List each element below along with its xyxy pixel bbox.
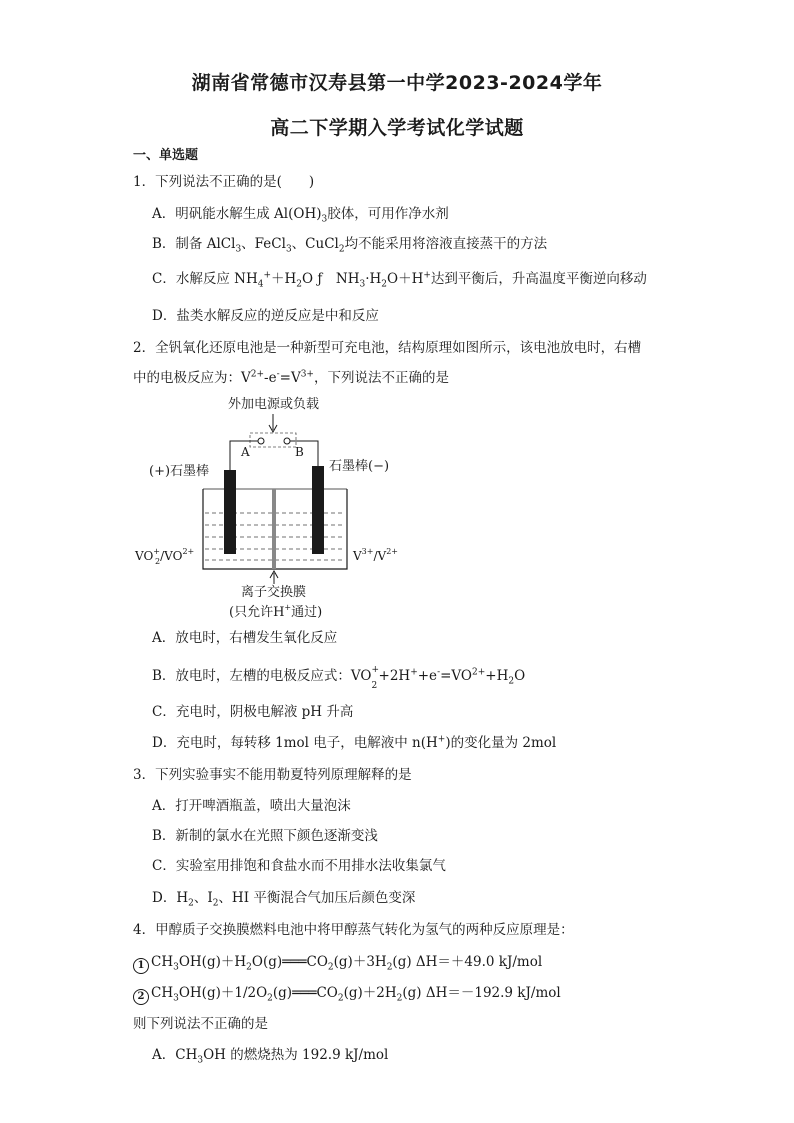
- ion-exchange-membrane: [272, 489, 276, 569]
- question-2-option-b: B．放电时，左槽的电极反应式：VO + 2 $+2H^++e^-=VO^{2+}+H_2O$: [152, 665, 526, 691]
- question-3-stem: 3．下列实验事实不能用勒夏特列原理解释的是: [133, 767, 412, 783]
- reaction-number-1: 1: [133, 958, 149, 974]
- question-4-option-a: A．$CH_3OH$ 的燃烧热为 192.9 kJ/mol: [152, 1047, 389, 1066]
- question-1-option-c: C．水解反应 $NH_4^++H_2O$ ƒ $NH_3\cdot H_2O+H^+$达到平衡后，升高温度平衡逆向移动: [152, 270, 647, 290]
- question-1-option-a: A．明矾能水解生成 $Al(OH)_3$胶体，可用作净水剂: [152, 206, 449, 225]
- right-solution-label: $V^{3+}/V^{2+}$: [353, 547, 398, 563]
- right-electrode-label: 石墨棒(−): [329, 459, 390, 474]
- figure-top-label: 外加电源或负载: [228, 397, 320, 412]
- section-heading: 一、单选题: [133, 148, 199, 163]
- question-3-option-b: B．新制的氯水在光照下颜色逐渐变浅: [152, 828, 378, 844]
- question-2-option-d: D．充电时，每转移 1mol 电子，电解液中 n(H+)的变化量为 2mol: [152, 734, 557, 751]
- question-3-option-c: C．实验室用排饱和食盐水而不用排水法收集氯气: [152, 858, 446, 874]
- switch-terminal-b: [284, 438, 290, 444]
- left-electrode: [224, 470, 236, 554]
- question-1-option-b: B．制备 AlCl$_3$、FeCl$_3$、CuCl$_2$均不能采用将溶液直接蒸干的方法: [152, 236, 548, 255]
- question-3-option-d: D．$H_2$、$I_2$、HI 平衡混合气加压后颜色变深: [152, 890, 416, 909]
- right-electrode: [312, 466, 324, 554]
- document-title-line1: 湖南省常德市汉寿县第一中学2023-2024学年: [191, 72, 603, 94]
- question-2-option-c: C．充电时，阴极电解液 pH 升高: [152, 704, 354, 720]
- membrane-label: 离子交换膜: [241, 585, 307, 600]
- question-2-stem-line2: 中的电极反应为：$V^{2+}-e^-=V^{3+}$，下列说法不正确的是: [133, 369, 449, 386]
- question-4-reaction-2: 2 $CH_3OH(g)+1/2O_2(g)═══CO_2(g)+2H_2(g)$ ΔH＝－192.9 kJ/mol: [133, 984, 561, 1005]
- question-4-reaction-1: 1 $CH_3OH(g)+H_2O(g)═══CO_2(g)+3H_2(g)$ ΔH＝＋49.0 kJ/mol: [133, 953, 542, 974]
- left-solution-label: VO+ $2/VO^{2+}$: [135, 547, 195, 566]
- switch-label-a: A: [241, 445, 250, 459]
- switch-label-b: B: [295, 445, 304, 459]
- membrane-note: (只允许H+通过): [229, 603, 323, 620]
- question-2-option-a: A．放电时，右槽发生氧化反应: [152, 630, 338, 646]
- question-4-follow-up: 则下列说法不正确的是: [133, 1016, 268, 1032]
- question-2-stem-line1: 2．全钒氧化还原电池是一种新型可充电池，结构原理如图所示，该电池放电时，右槽: [133, 340, 642, 356]
- vanadium-battery-diagram: [133, 392, 398, 624]
- question-1-stem: 1．下列说法不正确的是( ): [133, 174, 315, 190]
- reaction-number-2: 2: [133, 989, 149, 1005]
- document-title-line2: 高二下学期入学考试化学试题: [270, 117, 524, 139]
- question-1-option-d: D．盐类水解反应的逆反应是中和反应: [152, 308, 379, 324]
- question-4-stem: 4．甲醇质子交换膜燃料电池中将甲醇蒸气转化为氢气的两种反应原理是：: [133, 922, 574, 938]
- question-3-option-a: A．打开啤酒瓶盖，喷出大量泡沫: [152, 798, 351, 814]
- switch-terminal-a: [258, 438, 264, 444]
- left-electrode-label: (+)石墨棒: [149, 464, 210, 479]
